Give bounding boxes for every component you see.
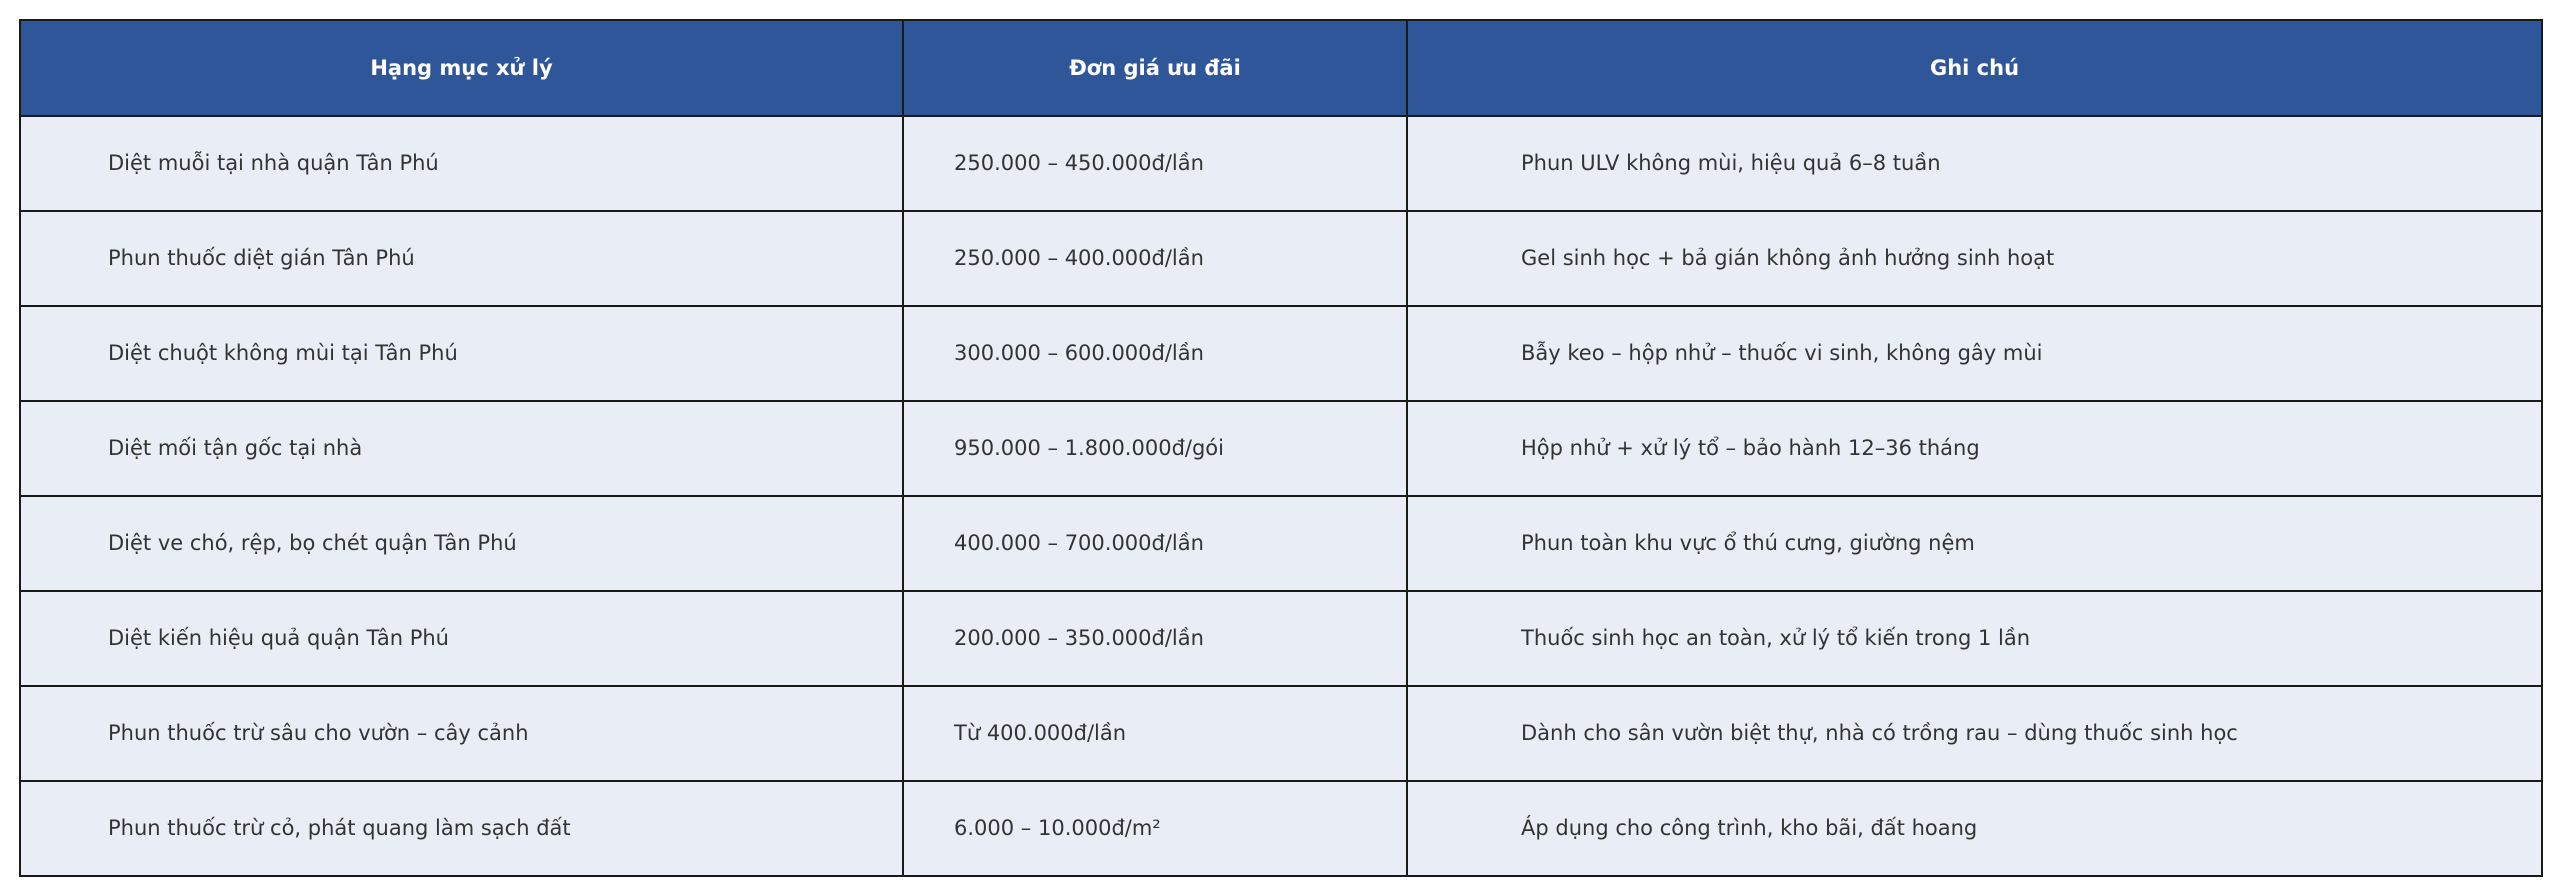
price-cell: 6.000 – 10.000đ/m² (903, 781, 1407, 876)
price-cell: Từ 400.000đ/lần (903, 686, 1407, 781)
price-cell: 950.000 – 1.800.000đ/gói (903, 401, 1407, 496)
service-cell: Phun thuốc trừ cỏ, phát quang làm sạch đất (20, 781, 903, 876)
price-cell: 400.000 – 700.000đ/lần (903, 496, 1407, 591)
note-cell: Phun ULV không mùi, hiệu quả 6–8 tuần (1407, 116, 2542, 211)
table-row (20, 116, 2542, 211)
header-price: Đơn giá ưu đãi (903, 20, 1407, 116)
header-service-category: Hạng mục xử lý (20, 20, 903, 116)
table-row (20, 211, 2542, 306)
service-cell: Diệt mối tận gốc tại nhà (20, 401, 903, 496)
table-row (20, 306, 2542, 401)
pricing-table (19, 19, 2543, 877)
table-header (20, 20, 2542, 116)
price-cell: 300.000 – 600.000đ/lần (903, 306, 1407, 401)
header-notes: Ghi chú (1407, 20, 2542, 116)
note-cell: Gel sinh học + bả gián không ảnh hưởng sinh hoạt (1407, 211, 2542, 306)
header-row (20, 20, 2542, 116)
service-cell: Diệt chuột không mùi tại Tân Phú (20, 306, 903, 401)
table-body (20, 116, 2542, 876)
note-cell: Áp dụng cho công trình, kho bãi, đất hoang (1407, 781, 2542, 876)
note-cell: Bẫy keo – hộp nhử – thuốc vi sinh, không gây mùi (1407, 306, 2542, 401)
table-row (20, 401, 2542, 496)
note-cell: Thuốc sinh học an toàn, xử lý tổ kiến trong 1 lần (1407, 591, 2542, 686)
service-cell: Diệt muỗi tại nhà quận Tân Phú (20, 116, 903, 211)
service-cell: Diệt kiến hiệu quả quận Tân Phú (20, 591, 903, 686)
table-row (20, 496, 2542, 591)
price-cell: 250.000 – 400.000đ/lần (903, 211, 1407, 306)
note-cell: Phun toàn khu vực ổ thú cưng, giường nệm (1407, 496, 2542, 591)
table-row (20, 591, 2542, 686)
table-row (20, 781, 2542, 876)
price-cell: 200.000 – 350.000đ/lần (903, 591, 1407, 686)
price-cell: 250.000 – 450.000đ/lần (903, 116, 1407, 211)
note-cell: Hộp nhử + xử lý tổ – bảo hành 12–36 tháng (1407, 401, 2542, 496)
service-cell: Phun thuốc diệt gián Tân Phú (20, 211, 903, 306)
note-cell: Dành cho sân vườn biệt thự, nhà có trồng rau – dùng thuốc sinh học (1407, 686, 2542, 781)
service-cell: Diệt ve chó, rệp, bọ chét quận Tân Phú (20, 496, 903, 591)
service-cell: Phun thuốc trừ sâu cho vườn – cây cảnh (20, 686, 903, 781)
table-row (20, 686, 2542, 781)
